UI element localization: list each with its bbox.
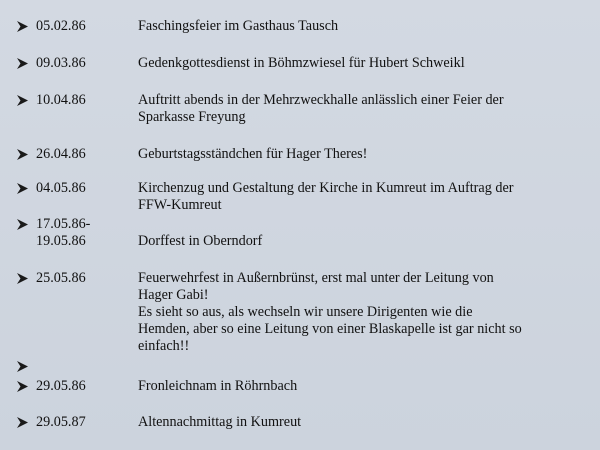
entry-description: Faschingsfeier im Gasthaus Tausch bbox=[138, 18, 339, 34]
arrowhead-bullet-icon bbox=[16, 414, 30, 431]
arrowhead-bullet-icon bbox=[16, 92, 30, 109]
arrowhead-bullet-icon bbox=[16, 358, 30, 375]
entry-date: 29.05.86 bbox=[36, 378, 86, 394]
arrowhead-bullet-icon bbox=[16, 270, 30, 287]
entry-description: Auftritt abends in der Mehrzweckhalle anlässlich einer Feier der Sparkasse Freyung bbox=[138, 92, 504, 125]
entry-description: Kirchenzug und Gestaltung der Kirche in Kumreut im Auftrag der FFW-Kumreut bbox=[138, 180, 514, 213]
entry-description: Geburtstagsständchen für Hager Theres! bbox=[138, 146, 368, 162]
entry-description: Dorffest in Oberndorf bbox=[138, 233, 263, 249]
entry-date: 05.02.86 bbox=[36, 18, 86, 34]
entry-date: 26.04.86 bbox=[36, 146, 86, 162]
entry-date: 04.05.86 bbox=[36, 180, 86, 196]
entry-description: Gedenkgottesdienst in Böhmzwiesel für Hubert Schweikl bbox=[138, 55, 465, 71]
entry-date: 25.05.86 bbox=[36, 270, 86, 286]
arrowhead-bullet-icon bbox=[16, 378, 30, 395]
entry-date: 29.05.87 bbox=[36, 414, 86, 430]
arrowhead-bullet-icon bbox=[16, 18, 30, 35]
entry-date: 09.03.86 bbox=[36, 55, 86, 71]
entry-date: 17.05.86- 19.05.86 bbox=[36, 216, 91, 249]
arrowhead-bullet-icon bbox=[16, 180, 30, 197]
entry-description: Fronleichnam in Röhrnbach bbox=[138, 378, 298, 394]
entry-date: 10.04.86 bbox=[36, 92, 86, 108]
arrowhead-bullet-icon bbox=[16, 55, 30, 72]
arrowhead-bullet-icon bbox=[16, 216, 30, 233]
entry-description: Altennachmittag in Kumreut bbox=[138, 414, 302, 430]
entry-description: Feuerwehrfest in Außernbrünst, erst mal unter der Leitung von Hager Gabi! Es sieht so aus, als wechseln wir unsere Dirigenten wie die Hemden, aber so eine Leitung von einer Blaskapelle ist gar nicht so einfach!! bbox=[138, 270, 522, 354]
arrowhead-bullet-icon bbox=[16, 146, 30, 163]
